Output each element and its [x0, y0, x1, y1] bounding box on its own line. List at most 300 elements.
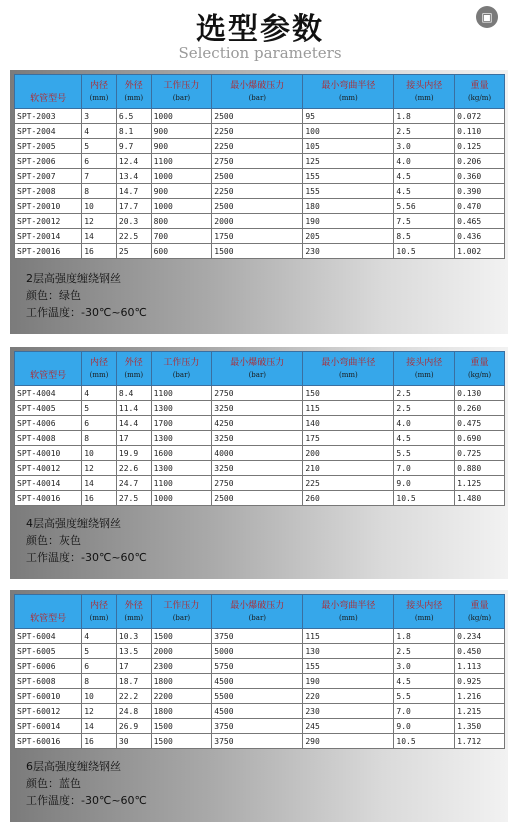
cell-model: SPT-40012	[15, 461, 82, 476]
cell-burst: 3750	[212, 734, 303, 749]
cell-model: SPT-6004	[15, 629, 82, 644]
cell-od: 30	[116, 734, 151, 749]
column-header-unit: (bar)	[248, 371, 267, 379]
cell-wp: 1800	[151, 674, 212, 689]
cell-fitting: 7.0	[394, 704, 455, 719]
cell-fitting: 3.0	[394, 659, 455, 674]
column-header-label: 最小弯曲半径	[321, 81, 376, 91]
cell-wp: 1100	[151, 476, 212, 491]
cell-fitting: 5.5	[394, 446, 455, 461]
column-header-label: 工作压力	[163, 601, 200, 611]
cell-model: SPT-20016	[15, 244, 82, 259]
table-row	[15, 124, 505, 139]
cell-model: SPT-40010	[15, 446, 82, 461]
cell-wp: 600	[151, 244, 212, 259]
cell-weight: 0.390	[455, 184, 505, 199]
cell-model: SPT-4004	[15, 386, 82, 401]
cell-id: 12	[82, 461, 117, 476]
table-row	[15, 229, 505, 244]
cell-model: SPT-20012	[15, 214, 82, 229]
column-header-radius	[303, 352, 394, 386]
column-header-unit: (mm)	[124, 614, 144, 622]
cell-fitting: 2.5	[394, 401, 455, 416]
cell-weight: 1.215	[455, 704, 505, 719]
cell-burst: 3250	[212, 431, 303, 446]
cell-id: 6	[82, 416, 117, 431]
cell-burst: 2750	[212, 154, 303, 169]
table-row	[15, 401, 505, 416]
temperature-note: 工作温度：-30℃~60℃	[26, 794, 147, 807]
cell-radius: 150	[303, 386, 394, 401]
cell-id: 8	[82, 431, 117, 446]
column-header-od	[116, 352, 151, 386]
cell-model: SPT-2007	[15, 169, 82, 184]
cell-od: 20.3	[116, 214, 151, 229]
cell-id: 10	[82, 199, 117, 214]
table-row	[15, 214, 505, 229]
cell-model: SPT-6006	[15, 659, 82, 674]
cell-radius: 155	[303, 169, 394, 184]
cell-burst: 4500	[212, 704, 303, 719]
cell-fitting: 9.0	[394, 719, 455, 734]
cell-burst: 2250	[212, 139, 303, 154]
table-row	[15, 659, 505, 674]
column-header-wp	[151, 75, 212, 109]
cell-radius: 140	[303, 416, 394, 431]
column-header-label: 软管型号	[30, 94, 67, 104]
spec-table	[14, 351, 505, 506]
cell-wp: 2000	[151, 644, 212, 659]
cell-id: 5	[82, 644, 117, 659]
column-header-fitting	[394, 75, 455, 109]
column-header-label: 内径	[90, 81, 109, 91]
table-row	[15, 386, 505, 401]
column-header-label: 最小弯曲半径	[321, 358, 376, 368]
column-header-unit: (mm)	[338, 371, 358, 379]
column-header-wp	[151, 352, 212, 386]
column-header-label: 接头内径	[406, 358, 443, 368]
column-header-model	[15, 352, 82, 386]
column-header-unit: (mm)	[414, 94, 434, 102]
cell-radius: 180	[303, 199, 394, 214]
cell-fitting: 5.5	[394, 689, 455, 704]
table-row	[15, 704, 505, 719]
cell-model: SPT-20014	[15, 229, 82, 244]
cell-burst: 3250	[212, 461, 303, 476]
column-header-unit: (bar)	[172, 371, 191, 379]
cell-fitting: 2.5	[394, 124, 455, 139]
cell-radius: 190	[303, 674, 394, 689]
cell-wp: 900	[151, 139, 212, 154]
cell-wp: 800	[151, 214, 212, 229]
cell-weight: 1.113	[455, 659, 505, 674]
column-header-model	[15, 75, 82, 109]
cell-wp: 2300	[151, 659, 212, 674]
cell-id: 12	[82, 704, 117, 719]
cell-radius: 115	[303, 401, 394, 416]
table-row	[15, 169, 505, 184]
cell-od: 9.7	[116, 139, 151, 154]
column-header-unit: (mm)	[124, 371, 144, 379]
column-header-radius	[303, 75, 394, 109]
cell-burst: 2250	[212, 124, 303, 139]
table-row	[15, 154, 505, 169]
cell-model: SPT-20010	[15, 199, 82, 214]
cell-wp: 1000	[151, 491, 212, 506]
cell-radius: 130	[303, 644, 394, 659]
cell-model: SPT-2006	[15, 154, 82, 169]
cell-fitting: 2.5	[394, 386, 455, 401]
cell-radius: 190	[303, 214, 394, 229]
cell-od: 22.5	[116, 229, 151, 244]
cell-radius: 225	[303, 476, 394, 491]
cell-fitting: 10.5	[394, 734, 455, 749]
table-row	[15, 446, 505, 461]
cell-burst: 2500	[212, 109, 303, 124]
cell-model: SPT-60016	[15, 734, 82, 749]
spec-section-6-layer	[10, 590, 508, 822]
cell-fitting: 9.0	[394, 476, 455, 491]
cell-weight: 1.216	[455, 689, 505, 704]
column-header-label: 外径	[124, 358, 143, 368]
column-header-radius	[303, 595, 394, 629]
cell-weight: 0.125	[455, 139, 505, 154]
cell-wp: 1500	[151, 719, 212, 734]
cell-burst: 3250	[212, 401, 303, 416]
cell-weight: 0.130	[455, 386, 505, 401]
cell-id: 16	[82, 734, 117, 749]
cell-model: SPT-4006	[15, 416, 82, 431]
column-header-label: 最小爆破压力	[230, 358, 285, 368]
cell-burst: 2500	[212, 199, 303, 214]
cell-weight: 0.690	[455, 431, 505, 446]
cell-od: 26.9	[116, 719, 151, 734]
table-row	[15, 109, 505, 124]
cell-burst: 4250	[212, 416, 303, 431]
column-header-label: 外径	[124, 81, 143, 91]
cell-model: SPT-6005	[15, 644, 82, 659]
cell-wp: 1300	[151, 461, 212, 476]
cell-radius: 105	[303, 139, 394, 154]
cell-od: 17	[116, 659, 151, 674]
table-row	[15, 139, 505, 154]
cell-id: 4	[82, 124, 117, 139]
column-header-unit: (kg/m)	[467, 371, 492, 379]
cell-od: 25	[116, 244, 151, 259]
column-header-unit: (mm)	[124, 94, 144, 102]
cell-od: 24.7	[116, 476, 151, 491]
table-row	[15, 644, 505, 659]
cell-radius: 230	[303, 244, 394, 259]
cell-radius: 95	[303, 109, 394, 124]
cell-burst: 5000	[212, 644, 303, 659]
column-header-unit: (mm)	[338, 614, 358, 622]
column-header-unit: (bar)	[248, 94, 267, 102]
cell-id: 14	[82, 229, 117, 244]
cell-wp: 900	[151, 184, 212, 199]
cell-model: SPT-60012	[15, 704, 82, 719]
cell-id: 5	[82, 401, 117, 416]
column-header-label: 最小爆破压力	[230, 601, 285, 611]
cell-fitting: 4.5	[394, 431, 455, 446]
cell-radius: 205	[303, 229, 394, 244]
spec-table	[14, 74, 505, 259]
cell-wp: 1100	[151, 386, 212, 401]
cell-weight: 0.436	[455, 229, 505, 244]
table-row	[15, 476, 505, 491]
cell-od: 18.7	[116, 674, 151, 689]
column-header-unit: (bar)	[248, 614, 267, 622]
cell-weight: 1.480	[455, 491, 505, 506]
cell-weight: 0.880	[455, 461, 505, 476]
cell-weight: 1.350	[455, 719, 505, 734]
cell-id: 6	[82, 154, 117, 169]
cell-model: SPT-40014	[15, 476, 82, 491]
column-header-od	[116, 595, 151, 629]
table-row	[15, 674, 505, 689]
column-header-unit: (mm)	[89, 94, 109, 102]
cell-model: SPT-2005	[15, 139, 82, 154]
cell-id: 14	[82, 476, 117, 491]
cell-burst: 2250	[212, 184, 303, 199]
column-header-id	[82, 352, 117, 386]
cell-id: 16	[82, 491, 117, 506]
cell-fitting: 4.0	[394, 416, 455, 431]
cell-weight: 0.260	[455, 401, 505, 416]
cell-burst: 2500	[212, 169, 303, 184]
column-header-id	[82, 75, 117, 109]
cell-fitting: 4.5	[394, 674, 455, 689]
cell-wp: 1500	[151, 734, 212, 749]
cell-burst: 1750	[212, 229, 303, 244]
wire-layer-note: 2层高强度缠绕钢丝	[26, 272, 121, 285]
cell-od: 27.5	[116, 491, 151, 506]
column-header-unit: (mm)	[414, 614, 434, 622]
column-header-unit: (kg/m)	[467, 614, 492, 622]
cell-model: SPT-40016	[15, 491, 82, 506]
cell-weight: 0.725	[455, 446, 505, 461]
column-header-label: 内径	[90, 358, 109, 368]
cell-weight: 0.072	[455, 109, 505, 124]
temperature-note: 工作温度：-30℃~60℃	[26, 551, 147, 564]
column-header-burst	[212, 352, 303, 386]
column-header-label: 内径	[90, 601, 109, 611]
cell-id: 10	[82, 446, 117, 461]
cell-model: SPT-4005	[15, 401, 82, 416]
cell-weight: 0.465	[455, 214, 505, 229]
cell-od: 8.1	[116, 124, 151, 139]
cell-burst: 4000	[212, 446, 303, 461]
cell-od: 14.7	[116, 184, 151, 199]
color-note: 颜色：蓝色	[26, 777, 81, 790]
cell-id: 5	[82, 139, 117, 154]
cell-radius: 115	[303, 629, 394, 644]
cell-fitting: 4.0	[394, 154, 455, 169]
column-header-model	[15, 595, 82, 629]
cell-burst: 2750	[212, 386, 303, 401]
cell-id: 8	[82, 184, 117, 199]
column-header-unit: (bar)	[172, 614, 191, 622]
table-header-row	[15, 595, 505, 629]
cell-wp: 1700	[151, 416, 212, 431]
cell-wp: 1000	[151, 169, 212, 184]
cell-wp: 1800	[151, 704, 212, 719]
column-header-burst	[212, 595, 303, 629]
table-header-row	[15, 352, 505, 386]
column-header-unit: (mm)	[338, 94, 358, 102]
cell-id: 3	[82, 109, 117, 124]
column-header-unit: (mm)	[89, 371, 109, 379]
cell-fitting: 5.56	[394, 199, 455, 214]
wire-layer-note: 6层高强度缠绕钢丝	[26, 760, 121, 773]
page-subtitle: Selection parameters	[178, 44, 342, 62]
cell-fitting: 7.0	[394, 461, 455, 476]
cell-id: 12	[82, 214, 117, 229]
cell-radius: 230	[303, 704, 394, 719]
cell-radius: 155	[303, 659, 394, 674]
page-title: 选型参数	[196, 12, 324, 47]
cell-wp: 1600	[151, 446, 212, 461]
page-header	[0, 0, 520, 68]
column-header-label: 重量	[470, 81, 489, 91]
spec-notes	[26, 758, 147, 809]
cell-wp: 700	[151, 229, 212, 244]
cell-burst: 4500	[212, 674, 303, 689]
spec-table	[14, 594, 505, 749]
cell-od: 8.4	[116, 386, 151, 401]
cell-burst: 2500	[212, 491, 303, 506]
cell-od: 14.4	[116, 416, 151, 431]
column-header-unit: (mm)	[89, 614, 109, 622]
cell-fitting: 7.5	[394, 214, 455, 229]
table-row	[15, 244, 505, 259]
color-note: 颜色：绿色	[26, 289, 81, 302]
column-header-fitting	[394, 352, 455, 386]
column-header-label: 工作压力	[163, 81, 200, 91]
column-header-weight	[455, 75, 505, 109]
cell-id: 6	[82, 659, 117, 674]
cell-weight: 0.110	[455, 124, 505, 139]
table-header-row	[15, 75, 505, 109]
column-header-label: 重量	[470, 601, 489, 611]
table-row	[15, 461, 505, 476]
column-header-id	[82, 595, 117, 629]
cell-model: SPT-4008	[15, 431, 82, 446]
cell-id: 16	[82, 244, 117, 259]
spec-notes	[26, 270, 147, 321]
cell-radius: 175	[303, 431, 394, 446]
cell-radius: 290	[303, 734, 394, 749]
column-header-label: 软管型号	[30, 614, 67, 624]
column-header-weight	[455, 352, 505, 386]
column-header-label: 重量	[470, 358, 489, 368]
column-header-unit: (bar)	[172, 94, 191, 102]
cell-fitting: 4.5	[394, 184, 455, 199]
cell-weight: 0.470	[455, 199, 505, 214]
cell-fitting: 4.5	[394, 169, 455, 184]
column-header-label: 最小爆破压力	[230, 81, 285, 91]
cell-weight: 0.450	[455, 644, 505, 659]
cell-radius: 245	[303, 719, 394, 734]
cell-fitting: 8.5	[394, 229, 455, 244]
cell-wp: 900	[151, 124, 212, 139]
cell-wp: 1000	[151, 109, 212, 124]
cell-model: SPT-6008	[15, 674, 82, 689]
table-row	[15, 719, 505, 734]
cell-burst: 2000	[212, 214, 303, 229]
column-header-unit: (mm)	[414, 371, 434, 379]
cell-burst: 5500	[212, 689, 303, 704]
cell-fitting: 10.5	[394, 244, 455, 259]
cell-radius: 125	[303, 154, 394, 169]
image-search-icon[interactable]: ▣	[476, 6, 498, 28]
column-header-unit: (kg/m)	[467, 94, 492, 102]
cell-model: SPT-2003	[15, 109, 82, 124]
column-header-label: 接头内径	[406, 81, 443, 91]
cell-wp: 1000	[151, 199, 212, 214]
cell-wp: 1300	[151, 431, 212, 446]
cell-id: 14	[82, 719, 117, 734]
cell-id: 4	[82, 629, 117, 644]
column-header-wp	[151, 595, 212, 629]
table-row	[15, 416, 505, 431]
cell-model: SPT-60014	[15, 719, 82, 734]
cell-id: 7	[82, 169, 117, 184]
table-row	[15, 689, 505, 704]
cell-od: 12.4	[116, 154, 151, 169]
spec-notes	[26, 515, 147, 566]
table-row	[15, 199, 505, 214]
cell-od: 6.5	[116, 109, 151, 124]
cell-od: 17	[116, 431, 151, 446]
cell-model: SPT-2008	[15, 184, 82, 199]
cell-wp: 2200	[151, 689, 212, 704]
color-note: 颜色：灰色	[26, 534, 81, 547]
cell-weight: 0.206	[455, 154, 505, 169]
column-header-fitting	[394, 595, 455, 629]
column-header-burst	[212, 75, 303, 109]
cell-od: 24.8	[116, 704, 151, 719]
cell-fitting: 3.0	[394, 139, 455, 154]
cell-od: 13.5	[116, 644, 151, 659]
table-row	[15, 734, 505, 749]
column-header-label: 软管型号	[30, 371, 67, 381]
cell-id: 8	[82, 674, 117, 689]
cell-burst: 2750	[212, 476, 303, 491]
column-header-label: 工作压力	[163, 358, 200, 368]
cell-weight: 0.925	[455, 674, 505, 689]
wire-layer-note: 4层高强度缠绕钢丝	[26, 517, 121, 530]
column-header-label: 最小弯曲半径	[321, 601, 376, 611]
table-row	[15, 184, 505, 199]
table-row	[15, 491, 505, 506]
cell-radius: 210	[303, 461, 394, 476]
cell-weight: 0.234	[455, 629, 505, 644]
cell-weight: 0.475	[455, 416, 505, 431]
cell-id: 4	[82, 386, 117, 401]
table-row	[15, 431, 505, 446]
cell-od: 22.6	[116, 461, 151, 476]
cell-weight: 1.712	[455, 734, 505, 749]
column-header-od	[116, 75, 151, 109]
cell-weight: 1.002	[455, 244, 505, 259]
cell-radius: 100	[303, 124, 394, 139]
cell-od: 17.7	[116, 199, 151, 214]
cell-radius: 200	[303, 446, 394, 461]
cell-wp: 1300	[151, 401, 212, 416]
spec-section-4-layer	[10, 347, 508, 579]
cell-fitting: 10.5	[394, 491, 455, 506]
